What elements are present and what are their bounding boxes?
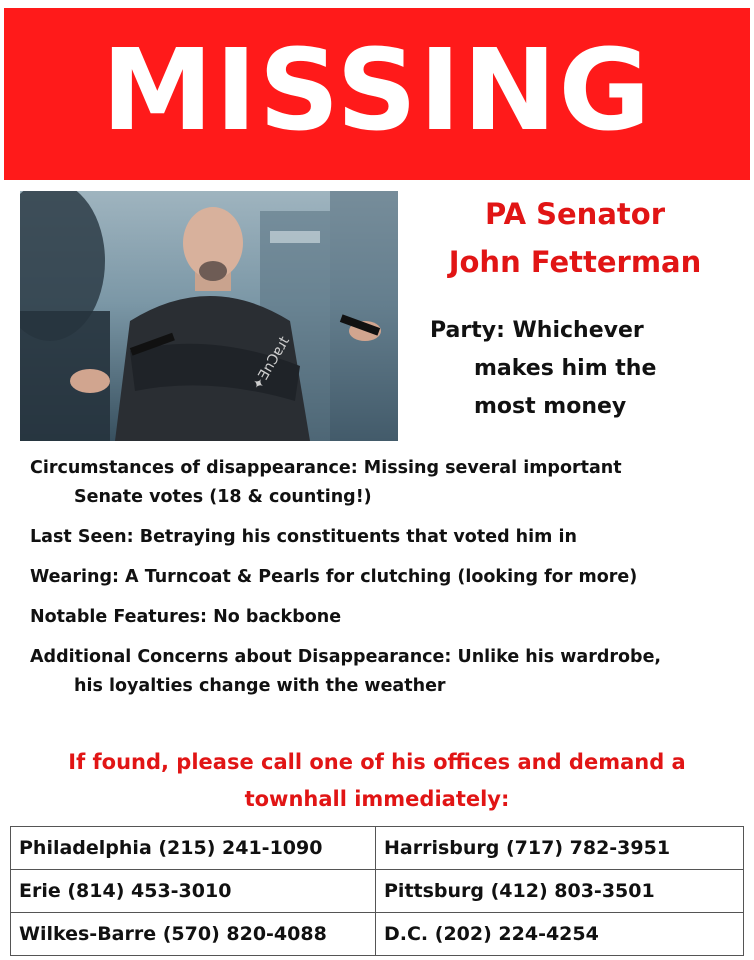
detail-concerns-line-2: his loyalties change with the weather (74, 676, 446, 696)
detail-circumstances-line-1: Circumstances of disappearance: Missing several important (30, 458, 622, 478)
party-info (430, 312, 750, 426)
party-line-1: Party: Whichever (430, 318, 644, 343)
office-harrisburg: Harrisburg (717) 782-3951 (376, 827, 744, 870)
office-philadelphia: Philadelphia (215) 241-1090 (11, 827, 376, 870)
subject-photo-image (20, 191, 398, 441)
call-to-action-line-1: If found, please call one of his offices and demand a (68, 750, 686, 774)
office-pittsburg: Pittsburg (412) 803-3501 (376, 870, 744, 913)
svg-text:✦ƎnƆɐɹt: ✦ƎnƆɐɹt (249, 333, 293, 393)
detail-last-seen: Last Seen: Betraying his constituents that voted him in (30, 527, 577, 547)
party-line-3: most money (474, 394, 627, 419)
offices-table (10, 826, 744, 956)
call-to-action-line-2: townhall immediately: (244, 787, 510, 811)
call-to-action (4, 744, 750, 818)
office-wilkes-barre: Wilkes-Barre (570) 820-4088 (11, 913, 376, 956)
table-row (11, 913, 744, 956)
office-dc: D.C. (202) 224-4254 (376, 913, 744, 956)
missing-title: MISSING (101, 26, 653, 156)
office-erie: Erie (814) 453-3010 (11, 870, 376, 913)
subject-name-block (400, 190, 750, 286)
subject-name: John Fetterman (448, 245, 702, 279)
detail-circumstances-line-2: Senate votes (18 & counting!) (74, 487, 372, 507)
detail-concerns-line-1: Additional Concerns about Disappearance: Unlike his wardrobe, (30, 647, 662, 667)
detail-notable-features: Notable Features: No backbone (30, 607, 342, 627)
details-list (30, 454, 740, 712)
subject-photo (20, 191, 398, 441)
party-line-2: makes him the (474, 356, 657, 381)
table-row (11, 870, 744, 913)
table-row (11, 827, 744, 870)
missing-banner (4, 8, 750, 180)
detail-wearing: Wearing: A Turncoat & Pearls for clutching (looking for more) (30, 567, 638, 587)
detail-circumstances (30, 454, 740, 512)
detail-additional-concerns (30, 643, 740, 701)
subject-title: PA Senator (485, 197, 665, 231)
